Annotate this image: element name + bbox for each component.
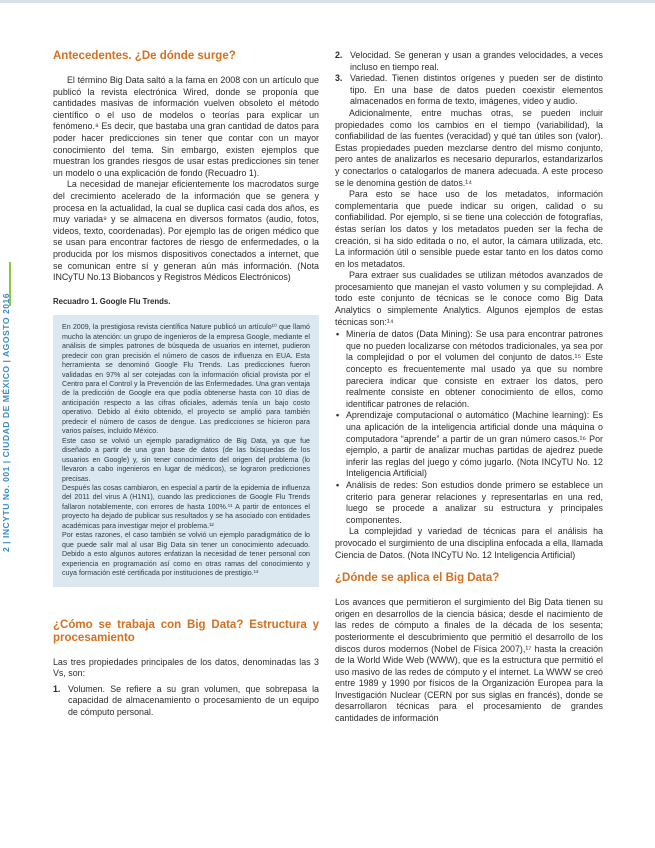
box-paragraph: Después las cosas cambiaron, en especial a partir de la epidemia de influenza del 2011 del virus A (H1N1), cuando las predicciones de Google Flu Trends fallaron notablemente, con errores de hasta 100%.¹¹ A partir de entonces el proyecto ha dejado de publicar sus resultados y se ha asociado con entidades académicas para investigar mejor el problema.¹² — [62, 483, 310, 530]
bullet-item — [335, 410, 603, 480]
list-text: Velocidad. Se generan y usan a grandes velocidades, a veces incluso en tiempo real. — [350, 50, 603, 72]
bullet-list — [335, 329, 603, 526]
paragraph: Adicionalmente, entre muchas otras, se pueden incluir propiedades como los cambios en el tiempo (variabilidad), la confiabilidad de las fuentes (veracidad) y qué tan útiles son (valor). Estas propiedades pueden mezclarse dentro del mismo conjunto, pero antes de analizarlos es necesario depurarlos, estandarizarlos y conectarlos o catalogarlos de manera adecuada. A este proceso se le denomina gestión de datos.¹⁴ — [335, 107, 603, 188]
paragraph: Para extraer sus cualidades se utilizan métodos avanzados de procesamiento que manejan el vasto volumen y su complejidad. A todo este conjunto de técnicas se le conoce como Big Data Analytics o simplemente Analytics. Algunos ejemplos de estas técnicas son:¹⁴ — [335, 270, 603, 327]
section-heading-estructura: ¿Cómo se trabaja con Big Data? Estructura y procesamiento — [53, 618, 319, 644]
list-number: 1. — [53, 683, 61, 694]
bullet-text: Minería de datos (Data Mining): Se usa para encontrar patrones que no pueden localizarse con métodos tradicionales, ya sea por la complejidad o por el volumen del conjunto de datos.¹⁵ Este concepto es frecuentemente mal usado ya que su nombre pareciera indicar que consiste en extraer los datos, pero realmente consiste en obtener conocimiento de ellos, como identificar patrones de relación. — [346, 329, 603, 409]
side-running-header — [1, 262, 21, 562]
list-number: 2. — [335, 50, 343, 60]
paragraph: Las tres propiedades principales de los datos, denominadas las 3 Vs, son: — [53, 656, 319, 679]
box-caption: Recuadro 1. Google Flu Trends. — [53, 296, 171, 306]
paragraph: Para esto se hace uso de los metadatos, información complementaria que puede indicar su origen, calidad o su confiabilidad. Por ejemplo, si se tiene una colección de fotografías, éstas serían los datos y los metadatos pueden ser la fecha de creación, si ha sido editada o no, el autor, la cámara utilizada, etc. La información útil o sensible puede estar tanto en los datos como en los metadatos. — [335, 189, 603, 269]
list-item — [335, 73, 603, 108]
left-column — [53, 50, 319, 718]
bullet-text: Aprendizaje computacional o automático (Machine learning): Es una aplicación de la inteligencia artificial donde una máquina o computadora “aprende” a partir de un gran número casos.¹⁶ Por ejemplo, a partir de analizar muchas partidas de ajedrez puede inferir las reglas del juego y cómo jugarlo. (Nota INCyTU No. 12 Inteligencia Artificial) — [346, 410, 603, 479]
running-header: | INCYTU No. 001 | CIUDAD DE MÉXICO | AGOSTO 2016 — [1, 292, 11, 544]
bullet-item — [335, 329, 603, 410]
list-text: Volumen. Se refiere a su gran volumen, que sobrepasa la capacidad de almacenamiento o procesamiento de un equipo de cómputo personal. — [68, 683, 319, 717]
bullet-text: Análisis de redes: Son estudios donde primero se establece un criterio para generar relaciones y representarlas en una red, luego se procede a analizar su estructura y principales componentes. — [346, 479, 603, 525]
right-column — [335, 50, 603, 725]
recuadro-box — [53, 315, 319, 586]
bullet-icon: • — [336, 479, 340, 490]
paragraph: Los avances que permitieron el surgimiento del Big Data tienen su origen en desarrollos de la ciencia básica; desde el nacimiento de las redes de cómputo a finales de la década de los sesenta; posteriormente el descubrimiento que permitió el desarrollo de los discos duros modernos (Nobel de Física 2007),¹⁷ hasta la creación de la World Wide Web (WWW), que es la estructura que permitió el uso masivo de las redes de cómputo y el internet. La WWW se creó entre 1989 y 1990 por físicos de la Organización Europea para la Investigación Nuclear (CERN por sus siglas en francés), donde se desarrollaron técnicas para el procesamiento de grandes cantidades de información — [335, 597, 603, 724]
list-number: 3. — [335, 73, 343, 84]
bullet-icon: • — [336, 329, 340, 340]
list-item — [53, 684, 319, 719]
list-text: Variedad. Tienen distintos orígenes y pueden ser de distinto tipo. En una base de datos pueden coexistir elementos almacenados en forma de texto, imágenes, video y audio. — [350, 73, 603, 107]
bullet-icon: • — [336, 410, 340, 421]
vertical-header-text — [1, 293, 11, 552]
box-paragraph: En 2009, la prestigiosa revista científica Nature publicó un artículo¹⁰ que llamó mucho la atención: un grupo de ingenieros de la empresa Google, mediante el análisis de simples patrones de búsqueda de usuarios en internet, pudieron predecir con gran precisión el número de casos de influenza en EUA. Esta herramienta se denominó Google Flu Trends. Las predicciones fueron validadas en 97% al ser cotejadas con la información oficial provista por el Centro para el Control y la Prevención de las Enfermedades. Una gran ventaja de la predicción de Google era que podía obtenerse hasta con 10 días de anticipación respecto a las cifras oficiales, además tenía un bajo costo operativo. Debido al éxito obtenido, el proyecto se amplió para también predecir el número de casos de dengue. Las predicciones se hicieron para varios países, incluido México. — [62, 323, 310, 436]
box-paragraph: Por estas razones, el caso también se volvió un ejemplo paradigmático de lo que puede salir mal al usar Big Data sin tener un conocimiento adecuado. Debido a esto algunos autores enfatizan la necesidad de tener personal con experiencia en programación así como en otras ramas del conocimiento y cuya formación esté certificada por instituciones de prestigio.¹³ — [62, 531, 310, 578]
numbered-list — [53, 684, 319, 719]
page-number: 2 — [1, 546, 11, 552]
list-item — [335, 50, 603, 73]
numbered-list — [335, 50, 603, 108]
top-rule — [0, 0, 655, 3]
paragraph: La complejidad y variedad de técnicas para el análisis ha provocado el surgimiento de una disciplina enfocada a ella, llamada Ciencia de Datos. (Nota INCyTU No. 12 Inteligencia Artificial) — [335, 526, 603, 560]
section-heading-antecedentes: Antecedentes. ¿De dónde surge? — [53, 50, 236, 62]
paragraph: El término Big Data saltó a la fama en 2008 con un artículo que publicó la revista electrónica Wired, donde se proponía que cantidades masivas de información vuelven obsoleto el método científico o el uso de modelos o teorías para explicar un fenómeno.⁸ Es decir, que bastaba una gran cantidad de datos para poder hacer predicciones sin tener que contar con un mayor conocimiento del tema. Sin embargo, existen ejemplos que muestran los grandes riesgos de usar estas predicciones sin tener un modelo o una explicación de fondo (Recuadro 1). — [53, 75, 319, 178]
section-heading-aplicaciones: ¿Dónde se aplica el Big Data? — [335, 572, 500, 585]
paragraph: La necesidad de manejar eficientemente los macrodatos surge del crecimiento acelerado de la información que se genera y procesa en la actualidad, la cual se duplica casi cada dos años, es muy variada⁹ y se almacena en diversos formatos (audio, fotos, videos, texto, coordenadas). Por ejemplo las de origen médico que se usan para encontrar factores de riesgo de enfermedades, o la producida por los mismos dispositivos conectados a internet, que se comunican entre sí y generan aún más información. (Nota INCyTU No.13 Biobancos y Registros Médicos Electrónicos) — [53, 179, 319, 283]
box-paragraph: Este caso se volvió un ejemplo paradigmático de Big Data, ya que fue diseñado a partir de una gran base de datos (de las búsquedas de los usuarios en Google) y, sin tener conocimiento del origen del problema (lo llevaron a cabo ingenieros en lugar de médicos), se lograron predicciones precisas. — [62, 436, 310, 483]
bullet-item — [335, 480, 603, 526]
